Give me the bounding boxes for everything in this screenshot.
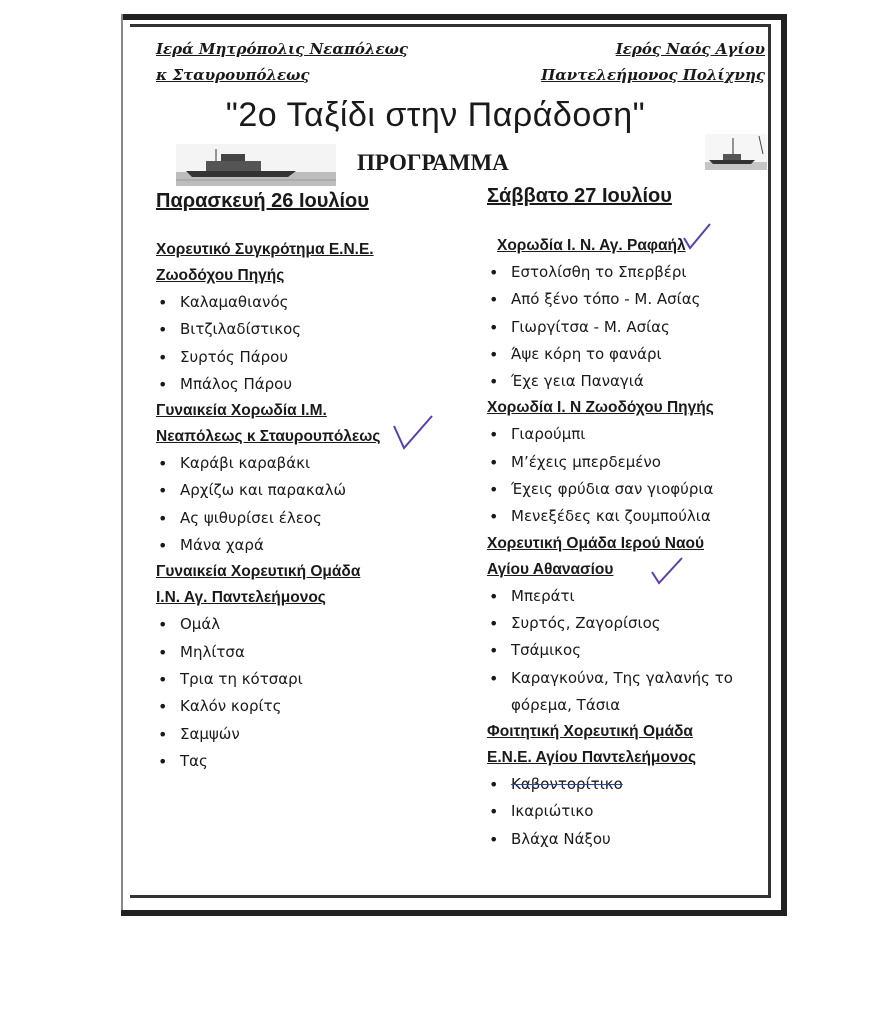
header-left-line1: Ιερά Μητρόπολις Νεαπόλεως [156, 40, 408, 58]
list-item: • Έχεις φρύδια σαν γιοφύρια [487, 476, 787, 503]
group-title: Χορωδία Ι. Ν. Αγ. Ραφαήλ [497, 237, 686, 254]
group-title: Χορωδία Ι. Ν Ζωοδόχου Πηγής [487, 399, 714, 417]
program-heading: ΠΡΟΓΡΑΜΜΑ [357, 150, 509, 175]
friday-column [156, 190, 456, 775]
group-choir-rafail [487, 233, 787, 395]
list-item: • Μπάλος Πάρου [156, 371, 456, 398]
group-title: Αγίου Αθανασίου [487, 560, 614, 578]
list-item: • Ας ψιθυρίσει έλεος [156, 505, 456, 532]
list-item: • Άψε κόρη το φανάρι [487, 341, 787, 368]
song-list [487, 583, 787, 719]
list-item: • Μενεξέδες και ζουμπούλια [487, 503, 787, 530]
header-right-line1: Ιερός Ναός Αγίου [615, 40, 765, 58]
page-border-left [121, 14, 123, 910]
group-title: Χορευτικό Συγκρότημα Ε.Ν.Ε. [156, 241, 374, 258]
list-item: • Ομάλ [156, 611, 456, 638]
song-list [156, 450, 456, 559]
list-item: • Μηλίτσα [156, 639, 456, 666]
list-item: • Έχε γεια Παναγιά [487, 368, 787, 395]
list-item: • Βλάχα Νάξου [487, 826, 787, 853]
list-item-continuation: φόρεμα, Τάσια [511, 695, 621, 714]
list-item: • Καλαμαθιανός [156, 289, 456, 316]
list-item: • Μπεράτι [487, 583, 787, 610]
day-heading-saturday: Σάββατο 27 Ιουλίου [487, 185, 672, 207]
list-item: • Μάνα χαρά [156, 532, 456, 559]
list-item: • Τσάμικος [487, 637, 787, 664]
header-metropolis [156, 36, 408, 88]
list-item: • Από ξένο τόπο - Μ. Ασίας [487, 286, 787, 313]
page-title: "2ο Ταξίδι στην Παράδοση" [225, 96, 646, 134]
group-title: Νεαπόλεως κ Σταυρουπόλεως [156, 428, 381, 446]
ship-photo-right [705, 134, 767, 170]
header-left-line2: κ Σταυρουπόλεως [156, 66, 310, 84]
header-church [541, 36, 765, 88]
list-item: • Αρχίζω και παρακαλώ [156, 477, 456, 504]
list-item: • Καράβι καραβάκι [156, 450, 456, 477]
list-item: • Καλόν κορίτς [156, 693, 456, 720]
list-item: • Εστολίσθη το Σπερβέρι [487, 259, 787, 286]
list-item: • Συρτός, Ζαγορίσιος [487, 610, 787, 637]
song-list [156, 289, 456, 398]
list-item: • Συρτός Πάρου [156, 344, 456, 371]
list-item: • Σαμψών [156, 721, 456, 748]
group-student-dance [487, 719, 787, 853]
list-item: • Βιτζιλαδίστικος [156, 316, 456, 343]
group-dance-athanasiou [487, 531, 787, 719]
group-title: Γυναικεία Χορωδία Ι.Μ. [156, 402, 327, 420]
ship-photo-left [176, 144, 336, 186]
list-item: • Τρια τη κότσαρι [156, 666, 456, 693]
song-list [487, 771, 787, 853]
group-title: Ι.Ν. Αγ. Παντελεήμονος [156, 589, 326, 607]
group-womens-choir [156, 398, 456, 559]
saturday-column [487, 185, 787, 853]
list-item: • Καραγκούνα, Της γαλανής το [487, 665, 787, 692]
group-womens-dance [156, 559, 456, 775]
list-item: • Μ’έχεις μπερδεμένο [487, 449, 787, 476]
list-item: • Γιωργίτσα - Μ. Ασίας [487, 314, 787, 341]
group-choir-zoodochou [487, 395, 787, 530]
song-list [487, 259, 787, 395]
header-right-line2: Παντελεήμονος Πολίχνης [541, 66, 765, 84]
song-list [156, 611, 456, 775]
group-title: Γυναικεία Χορευτική Ομάδα [156, 563, 361, 581]
group-title: Ζωοδόχου Πηγής [156, 267, 285, 284]
list-item: • Ικαριώτικο [487, 798, 787, 825]
list-item: • Γιαρούμπι [487, 421, 787, 448]
group-title: Ε.Ν.Ε. Αγίου Παντελεήμονος [487, 749, 697, 767]
song-list [487, 421, 787, 530]
list-item: • Τας [156, 748, 456, 775]
day-heading-friday: Παρασκευή 26 Ιουλίου [156, 190, 369, 212]
group-title: Χορευτική Ομάδα Ιερού Ναού [487, 534, 704, 552]
group-title: Φοιτητική Χορευτική Ομάδα [487, 723, 693, 741]
group-ene-zoodochou [156, 237, 456, 398]
list-item-struck: • Καβοντορίτικο [487, 771, 787, 798]
